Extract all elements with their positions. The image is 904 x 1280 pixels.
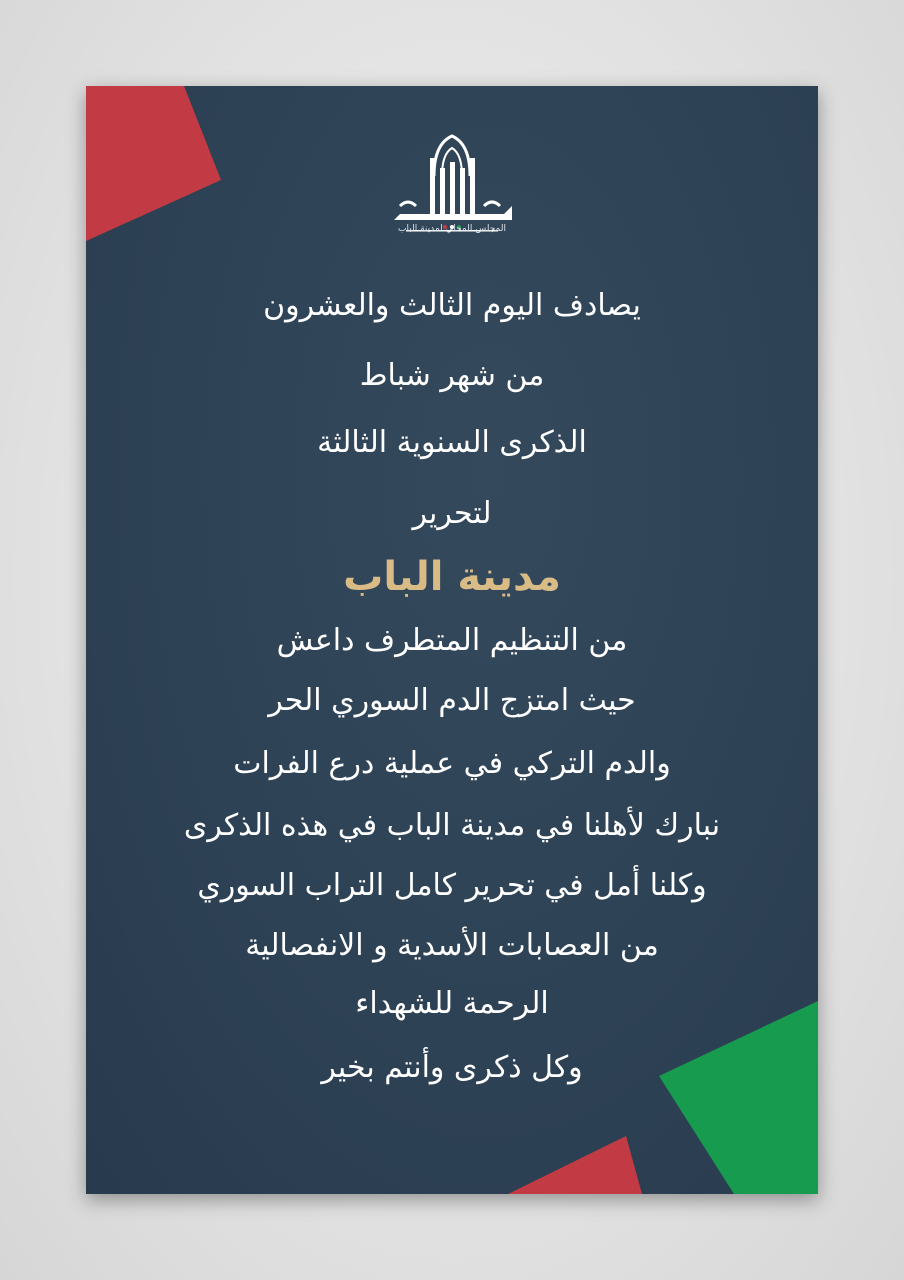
logo-caption: المجلس المحلي لمدينة الباب [398, 224, 506, 234]
message-line-4: لتحرير [412, 496, 492, 531]
message-line-11: من العصابات الأسدية و الانفصالية [245, 928, 659, 963]
message-line-9: نبارك لأهلنا في مدينة الباب في هذه الذكرى [183, 808, 721, 843]
message-line-12: الرحمة للشهداء [355, 986, 549, 1021]
message-line-10: وكلنا أمل في تحرير كامل التراب السوري [197, 868, 707, 903]
message-line-8: والدم التركي في عملية درع الفرات [233, 746, 671, 781]
message-line-6: من التنظيم المتطرف داعش [276, 623, 628, 658]
city-name-heading: مدينة الباب [343, 554, 561, 600]
message-line-13: وكل ذكرى وأنتم بخير [321, 1050, 583, 1085]
message-line-3: الذكرى السنوية الثالثة [317, 425, 587, 460]
message-line-7: حيث امتزج الدم السوري الحر [268, 683, 636, 718]
message-text [86, 86, 818, 1194]
message-line-1: يصادف اليوم الثالث والعشرون [263, 288, 641, 323]
poster-card [86, 86, 818, 1194]
message-line-2: من شهر شباط [359, 358, 545, 393]
